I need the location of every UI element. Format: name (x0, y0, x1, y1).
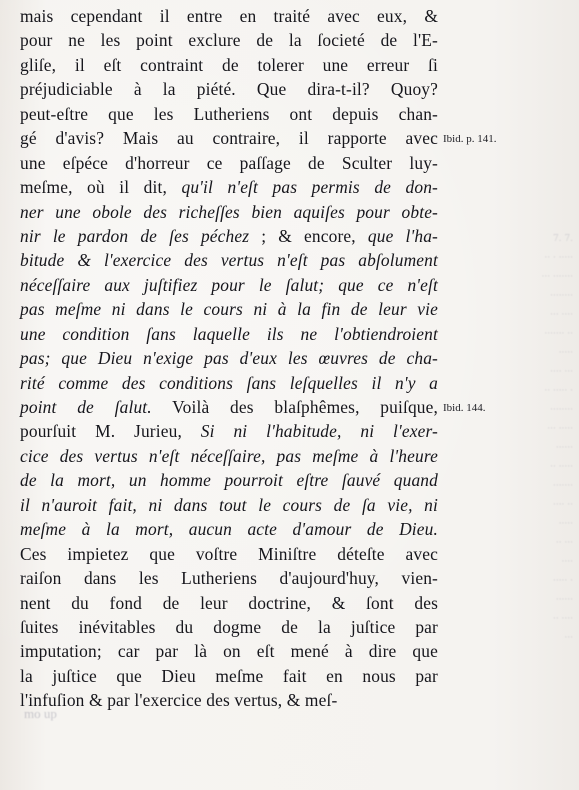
text-line-27: imputation; car par là on eſt mené à dire que (20, 641, 438, 662)
text-line-25: nent du fond de leur doctrine, & ſont des (20, 592, 438, 613)
text-line-26: ſuites inévitables du dogme de la juſtice par (20, 616, 438, 637)
text-line-22: meſme à la mort, aucun acte d'amour de Dieu. (20, 519, 438, 540)
text-line-16: rité comme des conditions ſans leſquelles il n'y a (20, 372, 438, 393)
text-line-7: une eſpéce d'horreur ce paſſage de Sculter luy- (20, 152, 438, 173)
text-line-19: cice des vertus n'eſt néceſſaire, pas meſme à l'heure (20, 445, 438, 466)
text-line-12: néceſſaire aux juſtifiez pour le ſalut; que ce n'eſt (20, 274, 438, 295)
text-line-17: point de ſalut. Voilà des blaſphêmes, puiſque, (20, 397, 438, 417)
text-line-6: gé d'avis? Mais au contraire, il rapporte avec (20, 128, 438, 149)
text-line-15: pas; que Dieu n'exige pas d'eux les œuvres de cha- (20, 348, 438, 369)
text-line-24: raiſon dans les Lutheriens d'aujourd'huy, vien- (20, 568, 438, 589)
text-line-14: une condition ſans laquelle ils ne l'obtiendroient (20, 323, 438, 344)
text-line-29: l'infuſion & par l'exercice des vertus, & meſ- (20, 690, 338, 711)
text-line-8: meſme, où il dit, qu'il n'eſt pas permis de don- (20, 177, 438, 198)
margin-note-ibid-141: Ibid. p. 141. (443, 133, 497, 145)
text-line-20: de la mort, un homme pourroit eſtre ſauvé quand (20, 470, 438, 491)
text-line-4: préjudiciable à la piété. Que dira-t-il? Quoy? (20, 79, 438, 100)
text-line-28: la juſtice que Dieu meſme fait en nous par (20, 665, 438, 686)
text-line-2: pour ne les point exclure de la ſocieté de l'E- (20, 30, 438, 51)
text-line-21: il n'auroit fait, ni dans tout le cours de ſa vie, ni (20, 494, 438, 515)
text-line-9: ner une obole des richeſſes bien aquiſes pour obte- (20, 201, 438, 222)
text-line-1: mais cependant il entre en traité avec eux, & (20, 6, 438, 26)
text-line-18: pourſuit M. Jurieu, Si ni l'habitude, ni l'exer- (20, 421, 438, 442)
body-text (20, 4, 438, 713)
text-line-5: peut-eſtre que les Lutheriens ont depuis chan- (20, 103, 438, 124)
text-line-10: nir le pardon de ſes péchez ; & encore, que l'ha- (20, 225, 438, 246)
show-through-text: 7. 7. ·· · ····· ··· ······· ········ ··· ···· ······· ·· ····· ···· ··· ·· ····· · ········ ··· ····· ······ ·· ····· ······· ···· ·· ····· ·· ··· ···· ····· · ······ ·· ···· ··· (541, 234, 573, 643)
text-line-13: pas meſme ni dans le cours ni à la fin de leur vie (20, 299, 438, 320)
margin-note-ibid-144: Ibid. 144. (443, 402, 486, 414)
text-line-23: Ces impietez que voſtre Miniſtre déteſte avec (20, 543, 438, 564)
text-line-11: bitude & l'exercice des vertus n'eſt pas abſolument (20, 250, 438, 271)
text-line-3: gliſe, il eſt contraint de tolerer une erreur ſi (20, 54, 438, 75)
faded-catchword: mo up (24, 706, 57, 721)
